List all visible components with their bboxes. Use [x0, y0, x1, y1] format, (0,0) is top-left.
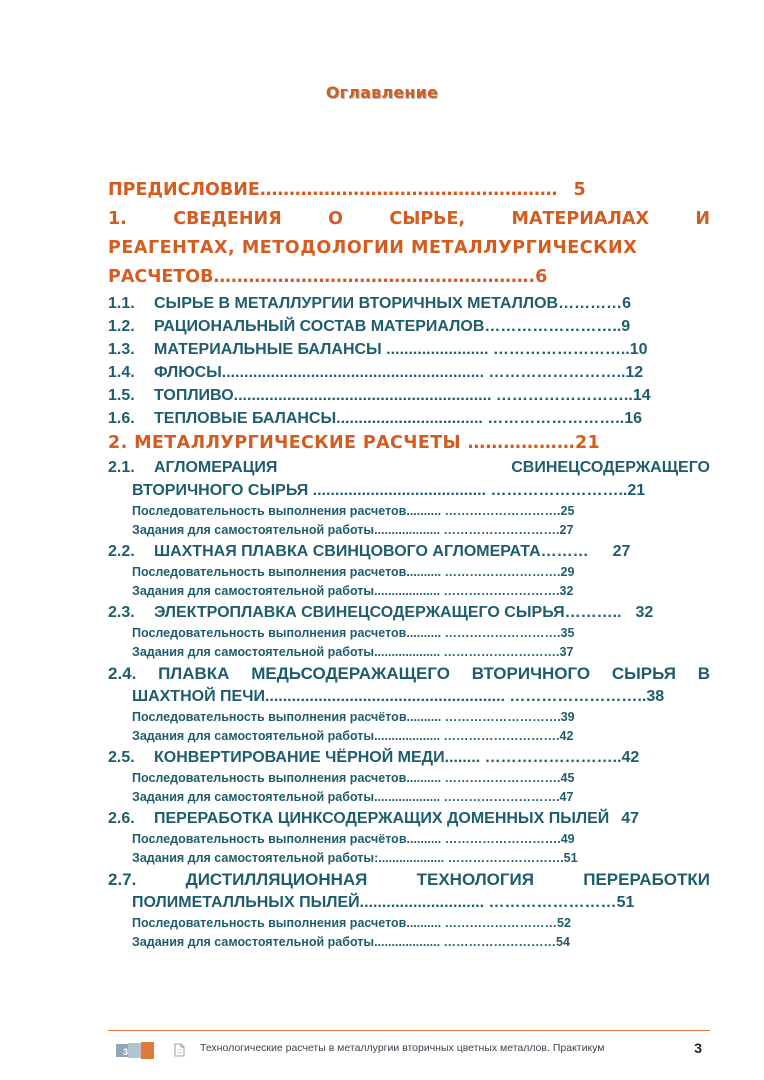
toc-subitem[interactable]: Последовательность выполнения расчетов.......... ……………………….29: [132, 565, 575, 579]
page-footer: [108, 1030, 710, 1057]
toc-item-2-5[interactable]: 2.5. КОНВЕРТИРОВАНИЕ ЧЁРНОЙ МЕДИ........ ……………………..42 Последовательность выполнения расчетов.......... ……………………….45 Задания для самостоятельной работы................... ……………………….47: [108, 746, 710, 807]
toc-item-2-6[interactable]: 2.6. ПЕРЕРАБОТКА ЦИНКСОДЕРЖАЩИХ ДОМЕННЫХ ПЫЛЕЙ 47 Последовательность выполнения расчётов.......... ……………………….49 Задания для самостоятельной работы:................... ……………………….51: [108, 807, 710, 868]
toc-section-2[interactable]: 2. МЕТАЛЛУРГИЧЕСКИЕ РАСЧЕТЫ ………………21: [108, 433, 601, 453]
toc-subitem[interactable]: Последовательность выполнения расчетов.......... ……………………….25: [132, 504, 575, 518]
toc-item-2-1[interactable]: 2.1. АГЛОМЕРАЦИЯ СВИНЕЦСОДЕРЖАЩЕГО ВТОРИЧНОГО СЫРЬЯ ....................................... ……………………..21 Последовательность выполнения расчетов.......... ……………………….25 Задания для самостоятельной работы................... ……………………….27: [108, 456, 710, 540]
svg-text:3: 3: [123, 1047, 129, 1057]
page-title: Оглавление: [325, 83, 439, 102]
toc-item[interactable]: 1.2. РАЦИОНАЛЬНЫЙ СОСТАВ МАТЕРИАЛОВ……………………..9: [108, 318, 631, 335]
toc-item[interactable]: 1.5. ТОПЛИВО.......................................................... ……………………..14: [108, 387, 651, 404]
toc-item[interactable]: 1.3. МАТЕРИАЛЬНЫЕ БАЛАНСЫ ....................... ……………………..10: [108, 341, 648, 358]
toc-subitem[interactable]: Задания для самостоятельной работы................... ……………………….37: [132, 645, 574, 659]
logo-icon: [116, 1041, 156, 1061]
toc-subitem[interactable]: Задания для самостоятельной работы:................... ……………………….51: [132, 851, 578, 865]
toc-subitem[interactable]: Задания для самостоятельной работы................... ……………………….47: [132, 790, 574, 804]
page-number: 3: [694, 1040, 702, 1056]
table-of-contents: [108, 176, 710, 952]
document-icon: [174, 1043, 185, 1057]
toc-subitem[interactable]: Задания для самостоятельной работы................... ……………………….27: [132, 523, 574, 537]
toc-subitem[interactable]: Задания для самостоятельной работы................... ………………………54: [132, 935, 570, 949]
toc-item[interactable]: 1.4. ФЛЮСЫ........................................................... ……………………..12: [108, 364, 644, 381]
toc-subitem[interactable]: Задания для самостоятельной работы................... ……………………….42: [132, 729, 574, 743]
toc-subitem[interactable]: Задания для самостоятельной работы................... ……………………….32: [132, 584, 574, 598]
toc-item-2-2[interactable]: 2.2. ШАХТНАЯ ПЛАВКА СВИНЦОВОГО АГЛОМЕРАТА……… 27 Последовательность выполнения расчетов.......... ……………………….29 Задания для самостоятельной работы................... ……………………….32: [108, 540, 710, 601]
toc-item[interactable]: 1.6. ТЕПЛОВЫЕ БАЛАНСЫ................................. ……………………..16: [108, 410, 642, 427]
toc-subitem[interactable]: Последовательность выполнения расчётов.......... ……………………….39: [132, 710, 575, 724]
toc-subitem[interactable]: Последовательность выполнения расчетов.......... ……………………….45: [132, 771, 575, 785]
toc-item-2-3[interactable]: 2.3. ЭЛЕКТРОПЛАВКА СВИНЕЦСОДЕРЖАЩЕГО СЫРЬЯ……….. 32 Последовательность выполнения расчетов.......... ……………………….35 Задания для самостоятельной работы................... ……………………….37: [108, 601, 710, 662]
toc-item-2-4[interactable]: 2.4. ПЛАВКА МЕДЬСОДЕРАЖАЩЕГО ВТОРИЧНОГО СЫРЬЯ В ШАХТНОЙ ПЕЧИ...................................................... ……………………..38 Последовательность выполнения расчётов.......... ……………………….39 Задания для самостоятельной работы................... ……………………….42: [108, 662, 710, 746]
toc-section-1-items: [108, 292, 710, 430]
toc-preface[interactable]: ПРЕДИСЛОВИЕ…………………………………………… 5: [108, 180, 586, 200]
footer-title: Технологические расчеты в металлургии вторичных цветных металлов. Практикум: [200, 1042, 605, 1054]
toc-subitem[interactable]: Последовательность выполнения расчётов.......... ……………………….49: [132, 832, 575, 846]
toc-subitem[interactable]: Последовательность выполнения расчетов.......... ……………………….35: [132, 626, 575, 640]
toc-item[interactable]: 1.1. СЫРЬЕ В МЕТАЛЛУРГИИ ВТОРИЧНЫХ МЕТАЛЛОВ…………6: [108, 295, 632, 312]
toc-section-1[interactable]: 1. СВЕДЕНИЯ О СЫРЬЕ, МАТЕРИАЛАХ И РЕАГЕНТАХ, МЕТОДОЛОГИИ МЕТАЛЛУРГИЧЕСКИХ РАСЧЕТОВ……………………………………………….6: [108, 209, 711, 287]
toc-subitem[interactable]: Последовательность выполнения расчетов.......... ………………………52: [132, 916, 571, 930]
toc-item-2-7[interactable]: 2.7. ДИСТИЛЛЯЦИОННАЯ ТЕХНОЛОГИЯ ПЕРЕРАБОТКИ ПОЛИМЕТАЛЛЬНЫХ ПЫЛЕЙ............................ ……………………51 Последовательность выполнения расчетов.......... ………………………52 Задания для самостоятельной работы................... ………………………54: [108, 868, 710, 952]
